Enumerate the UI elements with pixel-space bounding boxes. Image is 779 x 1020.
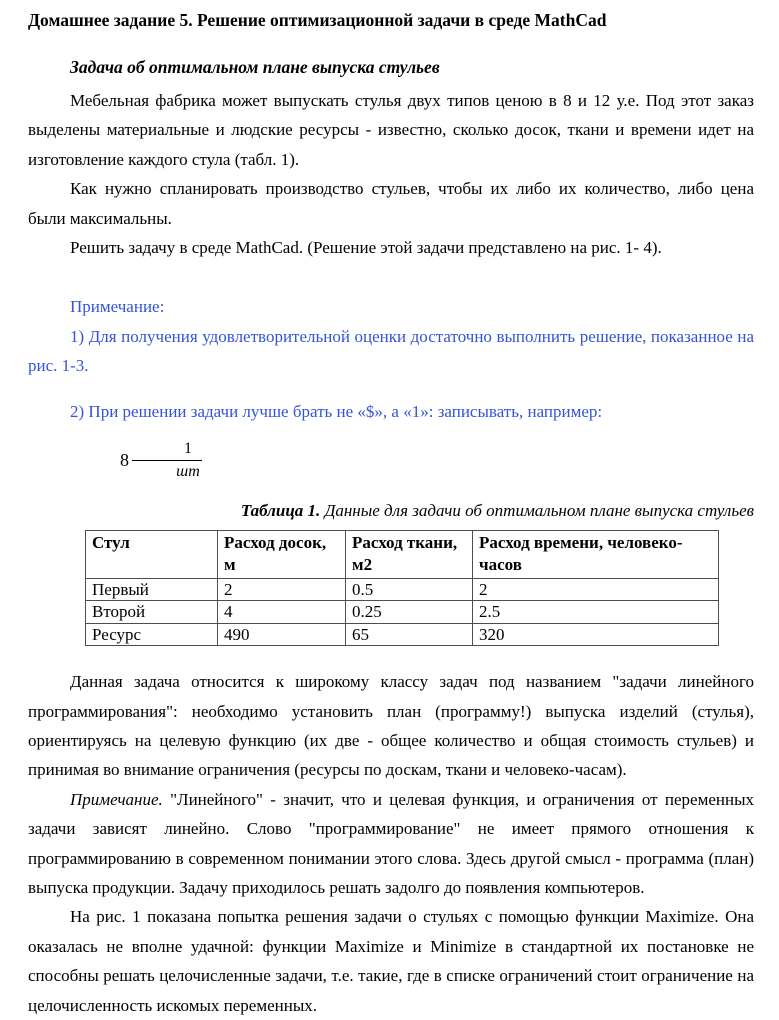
table-header-cell: Расход ткани, м2	[346, 530, 473, 578]
note-lead-word: Примечание.	[70, 789, 163, 809]
table-cell: 65	[346, 623, 473, 646]
formula-expression	[36, 439, 202, 482]
table-cell: 2	[218, 578, 346, 601]
resources-table	[85, 530, 719, 647]
table-caption-label: Таблица 1.	[240, 500, 321, 520]
table-row	[86, 578, 719, 601]
table-cell: 0.25	[346, 601, 473, 624]
table-caption	[28, 499, 754, 522]
table-row	[86, 623, 719, 646]
discussion-paragraph-2	[28, 785, 754, 903]
table-cell: 4	[218, 601, 346, 624]
intro-paragraph-1: Мебельная фабрика может выпускать стулья двух типов ценою в 8 и 12 у.е. Под этот заказ выделены материальные и людские ресурсы - известно, сколько досок, ткани и времени идет на изготовление каждого стула (табл. 1).	[28, 91, 754, 169]
discussion-paragraph-3: На рис. 1 показана попытка решения задачи о стульях с помощью функции Maximize. Она оказалась не вполне удачной: функции Maximize и Minimize в стандартной их постановке не способны решать целочисленные задачи, т.е. такие, где в списке ограничений стоит ограничение на целочисленность искомых переменных.	[28, 907, 754, 1015]
fraction-denominator: шт	[176, 463, 200, 481]
formula-coefficient: 8	[120, 450, 129, 471]
table-cell: Второй	[86, 601, 218, 624]
table-header-cell: Расход времени, человеко-часов	[473, 530, 719, 578]
note-item-2-text: 2) При решении задачи лучше брать не «$», а «1»: записывать, например:	[70, 401, 603, 421]
table-caption-text: Данные для задачи об оптимальном плане выпуска стульев	[320, 500, 754, 520]
table-cell: 490	[218, 623, 346, 646]
table-cell: 2.5	[473, 601, 719, 624]
table-header-cell: Расход досок, м	[218, 530, 346, 578]
table-header-cell: Стул	[86, 530, 218, 578]
discussion-paragraph-1: Данная задача относится к широкому классу задач под названием "задачи линейного программирования": необходимо установить план (программу!) выпуска изделий (стулья), ориентируясь на целевую функцию (их две - общее количество и общая стоимость стульев) и принимая во внимание ограничения (ресурсы по доскам, ткани и человеко-часам).	[28, 672, 754, 780]
table-header-row	[86, 530, 719, 578]
document-title: Домашнее задание 5. Решение оптимизационной задачи в среде MathCad	[28, 10, 607, 30]
note-item-1: 1) Для получения удовлетворительной оценки достаточно выполнить решение, показанное на рис. 1-3.	[28, 326, 754, 376]
note-heading: Примечание:	[70, 297, 165, 317]
note-item-2	[28, 388, 754, 484]
discussion-paragraph-2-text: "Линейного" - значит, что и целевая функция, и ограничения от переменных задачи зависят линейно. Слово "программирование" не имеет прямого отношения к программированию в современном понимании этого слова. Здесь другой смысл - программа (план) выпуска продукции. Задачу приходилось решать задолго до появления компьютеров.	[28, 789, 754, 897]
table-cell: 0.5	[346, 578, 473, 601]
table-cell: Первый	[86, 578, 218, 601]
fraction-numerator: 1	[132, 439, 202, 461]
section-subtitle: Задача об оптимальном плане выпуска стульев	[70, 57, 440, 77]
table-row	[86, 601, 719, 624]
table-cell: Ресурс	[86, 623, 218, 646]
table-cell: 320	[473, 623, 719, 646]
formula-fraction	[132, 439, 202, 482]
intro-paragraph-2: Как нужно спланировать производство стульев, чтобы их либо их количество, либо цена были максимальны.	[28, 179, 754, 228]
table-cell: 2	[473, 578, 719, 601]
intro-paragraph-3: Решить задачу в среде MathCad. (Решение этой задачи представлено на рис. 1- 4).	[70, 238, 662, 258]
